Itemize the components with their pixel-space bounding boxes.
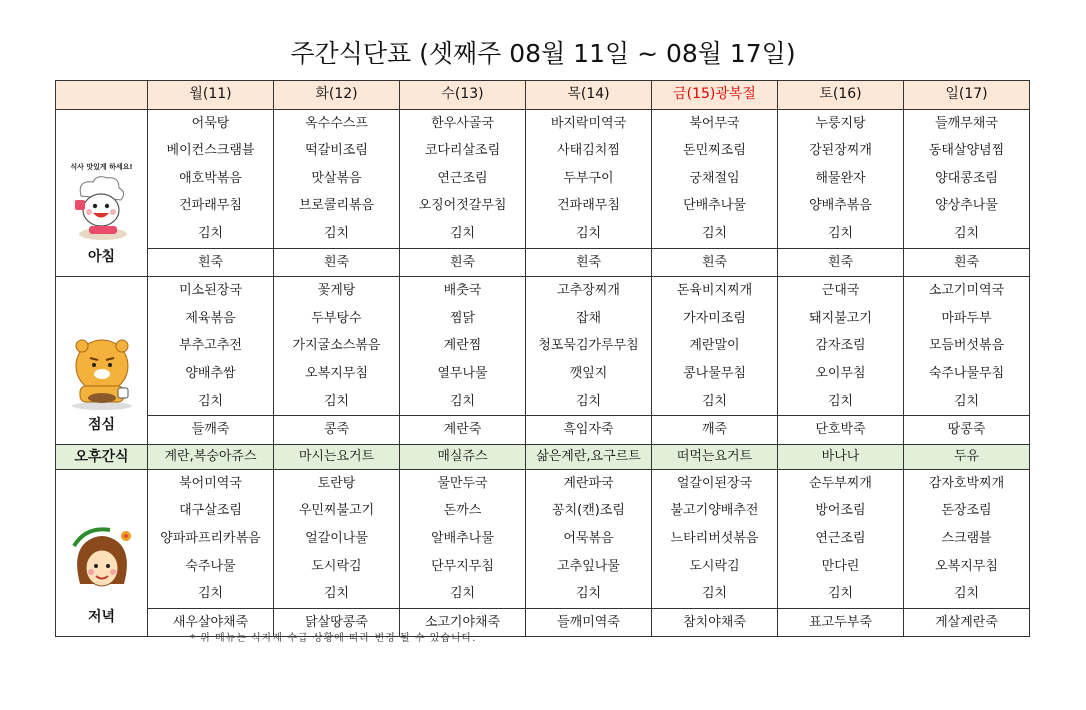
day-header: 목(14): [526, 81, 652, 110]
menu-item: 고추장찌개: [526, 277, 652, 305]
menu-item: 소고기미역국: [904, 277, 1030, 305]
menu-item: 김치: [400, 580, 526, 608]
menu-item: 스크램블: [904, 525, 1030, 553]
footnote: * 위 메뉴는 식자재 수급 상황에 따라 변경 될 수 있습니다.: [190, 633, 477, 644]
menu-item: 돈까스: [400, 497, 526, 525]
menu-item: 감자조림: [778, 332, 904, 360]
menu-item: 오복지무침: [904, 553, 1030, 581]
menu-item: 느타리버섯볶음: [652, 525, 778, 553]
menu-item: 두부탕수: [274, 305, 400, 333]
lunch-row: [56, 277, 1030, 305]
menu-item: 애호박볶음: [148, 165, 274, 193]
menu-item: 건파래무침: [526, 192, 652, 220]
menu-item: 얼갈이나물: [274, 525, 400, 553]
menu-item: 누룽지탕: [778, 109, 904, 137]
menu-item: 흰죽: [652, 248, 778, 277]
menu-item: 해물완자: [778, 165, 904, 193]
menu-item: 가지굴소스볶음: [274, 332, 400, 360]
day-header: 수(13): [400, 81, 526, 110]
snack-label: 오후간식: [56, 444, 148, 469]
menu-item: 김치: [904, 388, 1030, 416]
menu-item: 숙주나물무침: [904, 360, 1030, 388]
breakfast-label: 아침: [87, 249, 116, 266]
page-title: 주간식단표 (셋째주 08월 11일 ~ 08월 17일): [290, 39, 796, 68]
menu-item: 두부구이: [526, 165, 652, 193]
menu-item: 김치: [778, 580, 904, 608]
dinner-row: [56, 469, 1030, 497]
menu-item: 계란파국: [526, 469, 652, 497]
menu-item: 바지락미역국: [526, 109, 652, 137]
menu-item: 게살계란죽: [904, 608, 1030, 637]
lunch-row: [56, 388, 1030, 416]
menu-item: 깨죽: [652, 416, 778, 445]
menu-item: 오징어젓갈무침: [400, 192, 526, 220]
menu-item: 새우살야채죽: [148, 608, 274, 637]
breakfast-label-cell: [56, 109, 148, 277]
menu-item: 흰죽: [526, 248, 652, 277]
dinner-row: [56, 553, 1030, 581]
menu-item: 돈민찌조림: [652, 137, 778, 165]
menu-item: 떡갈비조림: [274, 137, 400, 165]
menu-item: 근대국: [778, 277, 904, 305]
snack-item: 삶은계란,요구르트: [526, 444, 652, 469]
menu-item: 궁채절임: [652, 165, 778, 193]
menu-item: 우민찌불고기: [274, 497, 400, 525]
menu-item: 흑임자죽: [526, 416, 652, 445]
sticker-caption: 식사 맛있게 하세요!: [70, 163, 133, 172]
breakfast-row: [56, 220, 1030, 248]
menu-item: 들깨무채국: [904, 109, 1030, 137]
menu-item: 청포묵김가루무침: [526, 332, 652, 360]
menu-item: 양대콩조림: [904, 165, 1030, 193]
menu-item: 단호박죽: [778, 416, 904, 445]
menu-item: 알배추나물: [400, 525, 526, 553]
menu-item: 김치: [652, 388, 778, 416]
menu-item: 김치: [526, 220, 652, 248]
menu-item: 건파래무침: [148, 192, 274, 220]
menu-item: 북어미역국: [148, 469, 274, 497]
breakfast-row: [56, 137, 1030, 165]
snack-item: 계란,복숭아쥬스: [148, 444, 274, 469]
menu-item: 열무나물: [400, 360, 526, 388]
menu-item: 계란말이: [652, 332, 778, 360]
breakfast-row: [56, 248, 1030, 277]
day-header: 화(12): [274, 81, 400, 110]
menu-item: 콩나물무침: [652, 360, 778, 388]
menu-item: 꽃게탕: [274, 277, 400, 305]
menu-item: 김치: [904, 580, 1030, 608]
dinner-label-cell: [56, 469, 148, 637]
menu-item: 제육볶음: [148, 305, 274, 333]
menu-table: [55, 80, 1030, 637]
menu-item: 양배추쌈: [148, 360, 274, 388]
menu-item: 토란탕: [274, 469, 400, 497]
lion-eating-icon: [66, 336, 138, 412]
menu-item: 동태살양념찜: [904, 137, 1030, 165]
menu-item: 마파두부: [904, 305, 1030, 333]
menu-item: 양배추볶음: [778, 192, 904, 220]
menu-item: 사태김치찜: [526, 137, 652, 165]
menu-item: 순두부찌개: [778, 469, 904, 497]
menu-item: 흰죽: [778, 248, 904, 277]
menu-item: 흰죽: [274, 248, 400, 277]
menu-item: 양상추나물: [904, 192, 1030, 220]
breakfast-row: [56, 192, 1030, 220]
menu-item: 연근조림: [400, 165, 526, 193]
menu-item: 한우사골국: [400, 109, 526, 137]
snack-item: 바나나: [778, 444, 904, 469]
menu-item: 땅콩죽: [904, 416, 1030, 445]
lunch-row: [56, 305, 1030, 333]
menu-item: 김치: [526, 580, 652, 608]
menu-item: 고추잎나물: [526, 553, 652, 581]
menu-item: 소고기야채죽: [400, 608, 526, 637]
menu-item: 김치: [778, 220, 904, 248]
menu-item: 얼갈이된장국: [652, 469, 778, 497]
menu-item: 모듬버섯볶음: [904, 332, 1030, 360]
menu-item: 김치: [148, 580, 274, 608]
snack-item: 마시는요거트: [274, 444, 400, 469]
menu-item: 김치: [652, 580, 778, 608]
snack-item: 떠먹는요거트: [652, 444, 778, 469]
day-header-holiday: 금(15)광복절: [652, 81, 778, 110]
menu-item: 부추고추전: [148, 332, 274, 360]
menu-item: 불고기양배추전: [652, 497, 778, 525]
menu-item: 계란죽: [400, 416, 526, 445]
menu-item: 콩죽: [274, 416, 400, 445]
dinner-row: [56, 580, 1030, 608]
menu-item: 오복지무침: [274, 360, 400, 388]
menu-item: 김치: [400, 388, 526, 416]
lunch-row: [56, 360, 1030, 388]
breakfast-row: [56, 165, 1030, 193]
menu-item: 참치야채죽: [652, 608, 778, 637]
menu-item: 표고두부죽: [778, 608, 904, 637]
menu-item: 감자호박찌개: [904, 469, 1030, 497]
day-header-row: [56, 81, 1030, 110]
menu-item: 김치: [274, 580, 400, 608]
menu-item: 방어조림: [778, 497, 904, 525]
menu-item: 오이무침: [778, 360, 904, 388]
menu-item: 들깨미역죽: [526, 608, 652, 637]
menu-item: 흰죽: [904, 248, 1030, 277]
menu-item: 맛살볶음: [274, 165, 400, 193]
menu-item: 찜닭: [400, 305, 526, 333]
day-header: 일(17): [904, 81, 1030, 110]
menu-item: 양파파프리카볶음: [148, 525, 274, 553]
menu-item: 돼지불고기: [778, 305, 904, 333]
menu-item: 어묵탕: [148, 109, 274, 137]
day-header: 월(11): [148, 81, 274, 110]
menu-item: 김치: [904, 220, 1030, 248]
menu-item: 김치: [148, 388, 274, 416]
menu-item: 강된장찌개: [778, 137, 904, 165]
menu-item: 숙주나물: [148, 553, 274, 581]
lunch-label-cell: [56, 277, 148, 445]
menu-item: 돈육비지찌개: [652, 277, 778, 305]
menu-item: 단배추나물: [652, 192, 778, 220]
menu-item: 북어무국: [652, 109, 778, 137]
lunch-label: 점심: [87, 416, 116, 433]
menu-item: 김치: [148, 220, 274, 248]
menu-item: 가자미조림: [652, 305, 778, 333]
menu-item: 김치: [274, 388, 400, 416]
menu-item: 베이컨스크램블: [148, 137, 274, 165]
menu-item: 들깨죽: [148, 416, 274, 445]
menu-item: 깻잎지: [526, 360, 652, 388]
menu-item: 물만두국: [400, 469, 526, 497]
menu-item: 김치: [526, 388, 652, 416]
menu-item: 김치: [778, 388, 904, 416]
menu-item: 대구살조림: [148, 497, 274, 525]
chef-character-icon: [56, 163, 147, 244]
breakfast-row: [56, 109, 1030, 137]
menu-item: 꽁치(캔)조림: [526, 497, 652, 525]
menu-item: 코다리살조림: [400, 137, 526, 165]
lunch-row: [56, 332, 1030, 360]
menu-item: 김치: [652, 220, 778, 248]
girl-cheer-icon: [66, 524, 138, 604]
dinner-row: [56, 497, 1030, 525]
menu-item: 연근조림: [778, 525, 904, 553]
menu-item: 배춧국: [400, 277, 526, 305]
dinner-label: 저녁: [87, 609, 116, 626]
menu-item: 돈장조림: [904, 497, 1030, 525]
menu-item: 단무지무침: [400, 553, 526, 581]
snack-item: 매실쥬스: [400, 444, 526, 469]
menu-item: 흰죽: [400, 248, 526, 277]
dinner-row: [56, 525, 1030, 553]
menu-item: 어묵볶음: [526, 525, 652, 553]
menu-item: 만다린: [778, 553, 904, 581]
snack-item: 두유: [904, 444, 1030, 469]
menu-item: 도시락김: [274, 553, 400, 581]
menu-item: 계란찜: [400, 332, 526, 360]
menu-item: 브로콜리볶음: [274, 192, 400, 220]
menu-item: 흰죽: [148, 248, 274, 277]
day-header: 토(16): [778, 81, 904, 110]
menu-item: 옥수수스프: [274, 109, 400, 137]
menu-item: 닭살땅콩죽: [274, 608, 400, 637]
menu-item: 미소된장국: [148, 277, 274, 305]
lunch-row: [56, 416, 1030, 445]
menu-item: 도시락김: [652, 553, 778, 581]
snack-row: [56, 444, 1030, 469]
menu-item: 김치: [400, 220, 526, 248]
corner-cell: [56, 81, 148, 110]
menu-item: 김치: [274, 220, 400, 248]
menu-item: 잡채: [526, 305, 652, 333]
